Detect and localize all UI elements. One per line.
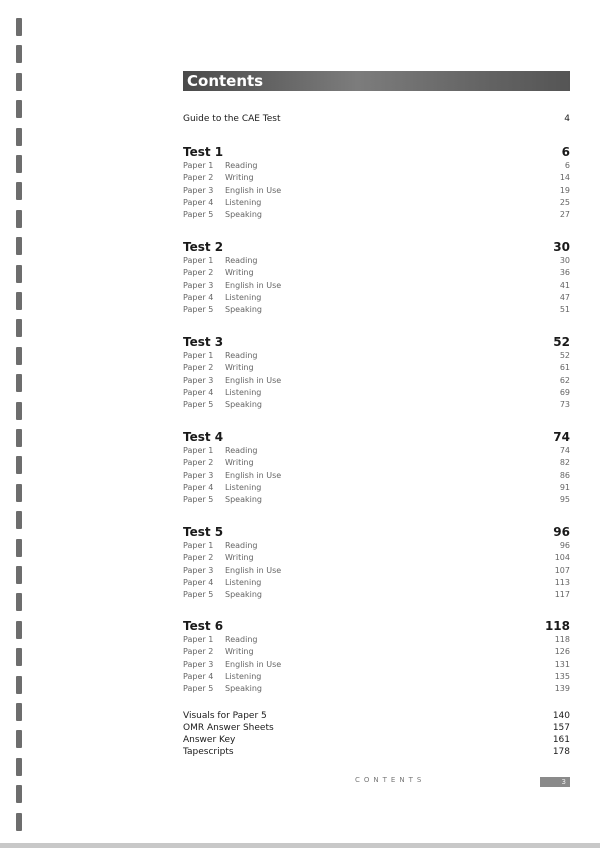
paper-row xyxy=(183,458,570,470)
paper-number: Paper 1 xyxy=(183,256,214,265)
guide-entry xyxy=(183,114,570,126)
binding-ring xyxy=(16,319,22,337)
binding-ring xyxy=(16,45,22,63)
paper-number: Paper 1 xyxy=(183,351,214,360)
extra-label: Answer Key xyxy=(183,735,236,745)
paper-page: 113 xyxy=(554,577,570,587)
binding-ring xyxy=(16,429,22,447)
paper-row xyxy=(183,647,570,659)
paper-number: Paper 2 xyxy=(183,553,214,563)
binding-ring xyxy=(16,621,22,639)
paper-name: Reading xyxy=(225,635,258,644)
paper-row xyxy=(183,388,570,400)
paper-page: 61 xyxy=(559,363,570,373)
paper-page: 107 xyxy=(554,565,570,575)
binding-ring xyxy=(16,785,22,803)
binding-ring xyxy=(16,128,22,146)
extra-label: Tapescripts xyxy=(183,747,234,757)
paper-row xyxy=(183,553,570,565)
paper-name: Listening xyxy=(225,577,262,587)
test-section xyxy=(183,141,570,222)
page-edge xyxy=(0,843,600,848)
paper-row xyxy=(183,281,570,293)
paper-number: Paper 3 xyxy=(183,659,214,669)
paper-row xyxy=(183,305,570,317)
paper-name: Speaking xyxy=(225,210,262,220)
paper-number: Paper 5 xyxy=(183,400,214,410)
paper-page: 47 xyxy=(559,292,570,302)
paper-name: English in Use xyxy=(225,659,282,669)
test-heading xyxy=(183,141,570,161)
contents-header xyxy=(183,71,570,91)
paper-row xyxy=(183,578,570,590)
paper-page: 118 xyxy=(554,635,570,644)
test-section xyxy=(183,236,570,317)
paper-row xyxy=(183,635,570,647)
test-page: 118 xyxy=(544,619,570,633)
paper-number: Paper 1 xyxy=(183,161,214,170)
paper-row xyxy=(183,660,570,672)
paper-name: Speaking xyxy=(225,400,262,410)
paper-row xyxy=(183,566,570,578)
paper-name: Speaking xyxy=(225,590,262,600)
paper-number: Paper 3 xyxy=(183,470,214,480)
binding-ring xyxy=(16,758,22,776)
paper-row xyxy=(183,363,570,375)
paper-number: Paper 4 xyxy=(183,482,214,492)
paper-number: Paper 3 xyxy=(183,375,214,385)
paper-name: Writing xyxy=(225,647,254,657)
paper-number: Paper 4 xyxy=(183,292,214,302)
paper-row xyxy=(183,400,570,412)
test-page: 52 xyxy=(553,335,570,349)
paper-name: Listening xyxy=(225,197,262,207)
binding-ring xyxy=(16,676,22,694)
paper-name: English in Use xyxy=(225,280,282,290)
test-title: Test 4 xyxy=(183,430,224,444)
paper-name: Reading xyxy=(225,446,258,455)
binding-ring xyxy=(16,374,22,392)
paper-row xyxy=(183,173,570,185)
paper-row xyxy=(183,256,570,268)
paper-page: 14 xyxy=(559,173,570,183)
paper-name: English in Use xyxy=(225,565,282,575)
paper-row xyxy=(183,471,570,483)
paper-number: Paper 1 xyxy=(183,635,214,644)
paper-page: 95 xyxy=(559,495,570,505)
paper-page: 126 xyxy=(554,647,570,657)
test-heading xyxy=(183,236,570,256)
footer-page-box xyxy=(540,777,570,787)
test-heading xyxy=(183,615,570,635)
paper-page: 62 xyxy=(559,375,570,385)
test-title: Test 6 xyxy=(183,619,224,633)
binding-ring xyxy=(16,18,22,36)
paper-row xyxy=(183,161,570,173)
test-section xyxy=(183,521,570,602)
binding-ring xyxy=(16,566,22,584)
paper-page: 52 xyxy=(559,351,570,360)
paper-name: Speaking xyxy=(225,305,262,315)
paper-page: 74 xyxy=(559,446,570,455)
binding-ring xyxy=(16,73,22,91)
paper-number: Paper 2 xyxy=(183,268,214,278)
paper-number: Paper 5 xyxy=(183,495,214,505)
paper-page: 104 xyxy=(554,553,570,563)
paper-number: Paper 5 xyxy=(183,210,214,220)
paper-row xyxy=(183,684,570,696)
paper-page: 6 xyxy=(564,161,570,170)
paper-name: Writing xyxy=(225,173,254,183)
binding-ring xyxy=(16,813,22,831)
paper-number: Paper 2 xyxy=(183,647,214,657)
paper-number: Paper 3 xyxy=(183,280,214,290)
binding-ring xyxy=(16,730,22,748)
paper-number: Paper 5 xyxy=(183,305,214,315)
paper-name: Writing xyxy=(225,553,254,563)
test-page: 74 xyxy=(553,430,570,444)
test-page: 30 xyxy=(553,240,570,254)
paper-number: Paper 3 xyxy=(183,185,214,195)
paper-name: Listening xyxy=(225,387,262,397)
extra-label: Visuals for Paper 5 xyxy=(183,711,267,721)
test-heading xyxy=(183,331,570,351)
test-heading xyxy=(183,521,570,541)
paper-row xyxy=(183,446,570,458)
paper-page: 19 xyxy=(559,185,570,195)
extra-page: 157 xyxy=(552,723,570,733)
paper-row xyxy=(183,210,570,222)
paper-number: Paper 2 xyxy=(183,458,214,468)
paper-page: 51 xyxy=(559,305,570,315)
paper-row xyxy=(183,268,570,280)
paper-page: 82 xyxy=(559,458,570,468)
paper-row xyxy=(183,186,570,198)
paper-page: 27 xyxy=(559,210,570,220)
extra-page: 161 xyxy=(552,735,570,745)
binding-ring xyxy=(16,237,22,255)
test-section xyxy=(183,426,570,507)
test-heading xyxy=(183,426,570,446)
paper-name: English in Use xyxy=(225,470,282,480)
test-page: 6 xyxy=(561,145,570,159)
paper-row xyxy=(183,483,570,495)
paper-page: 96 xyxy=(559,541,570,550)
paper-name: Reading xyxy=(225,351,258,360)
extra-row xyxy=(183,735,570,747)
binding-ring xyxy=(16,511,22,529)
paper-name: Writing xyxy=(225,363,254,373)
binding-ring xyxy=(16,456,22,474)
binding-ring xyxy=(16,648,22,666)
paper-number: Paper 4 xyxy=(183,671,214,681)
paper-number: Paper 2 xyxy=(183,173,214,183)
paper-page: 139 xyxy=(554,684,570,694)
binding-ring xyxy=(16,539,22,557)
binding-ring xyxy=(16,402,22,420)
paper-name: Reading xyxy=(225,256,258,265)
paper-number: Paper 5 xyxy=(183,684,214,694)
paper-row xyxy=(183,198,570,210)
paper-name: English in Use xyxy=(225,185,282,195)
paper-name: Speaking xyxy=(225,684,262,694)
footer-label: CONTENTS xyxy=(355,776,426,784)
paper-page: 117 xyxy=(554,590,570,600)
paper-name: English in Use xyxy=(225,375,282,385)
paper-number: Paper 5 xyxy=(183,590,214,600)
binding-ring xyxy=(16,593,22,611)
binding-ring xyxy=(16,182,22,200)
test-title: Test 2 xyxy=(183,240,224,254)
page-title: Contents xyxy=(187,72,264,90)
paper-row xyxy=(183,590,570,602)
extra-row xyxy=(183,747,570,759)
extras-list xyxy=(183,711,570,759)
paper-row xyxy=(183,541,570,553)
paper-name: Reading xyxy=(225,541,258,550)
paper-row xyxy=(183,293,570,305)
spiral-binding xyxy=(16,0,28,848)
binding-ring xyxy=(16,155,22,173)
extra-page: 178 xyxy=(552,747,570,757)
test-section xyxy=(183,615,570,696)
paper-name: Listening xyxy=(225,671,262,681)
paper-number: Paper 4 xyxy=(183,577,214,587)
paper-number: Paper 2 xyxy=(183,363,214,373)
test-title: Test 5 xyxy=(183,525,224,539)
binding-ring xyxy=(16,265,22,283)
paper-page: 25 xyxy=(559,197,570,207)
binding-ring xyxy=(16,484,22,502)
test-title: Test 3 xyxy=(183,335,224,349)
paper-page: 69 xyxy=(559,387,570,397)
extra-label: OMR Answer Sheets xyxy=(183,723,274,733)
paper-page: 135 xyxy=(554,671,570,681)
paper-name: Listening xyxy=(225,482,262,492)
extra-row xyxy=(183,723,570,735)
paper-row xyxy=(183,351,570,363)
paper-page: 91 xyxy=(559,482,570,492)
paper-page: 86 xyxy=(559,470,570,480)
paper-number: Paper 3 xyxy=(183,565,214,575)
paper-name: Reading xyxy=(225,161,258,170)
guide-label: Guide to the CAE Test xyxy=(183,114,281,124)
binding-ring xyxy=(16,703,22,721)
paper-page: 36 xyxy=(559,268,570,278)
paper-number: Paper 1 xyxy=(183,446,214,455)
test-title: Test 1 xyxy=(183,145,224,159)
binding-ring xyxy=(16,100,22,118)
footer-page-number: 3 xyxy=(561,778,566,786)
paper-name: Writing xyxy=(225,458,254,468)
paper-number: Paper 1 xyxy=(183,541,214,550)
paper-name: Speaking xyxy=(225,495,262,505)
paper-page: 131 xyxy=(554,659,570,669)
test-section xyxy=(183,331,570,412)
paper-row xyxy=(183,495,570,507)
extra-page: 140 xyxy=(552,711,570,721)
guide-page: 4 xyxy=(564,114,570,124)
paper-row xyxy=(183,376,570,388)
test-page: 96 xyxy=(553,525,570,539)
extra-row xyxy=(183,711,570,723)
paper-row xyxy=(183,672,570,684)
paper-page: 73 xyxy=(559,400,570,410)
binding-ring xyxy=(16,347,22,365)
binding-ring xyxy=(16,292,22,310)
binding-ring xyxy=(16,210,22,228)
paper-page: 30 xyxy=(559,256,570,265)
paper-number: Paper 4 xyxy=(183,197,214,207)
paper-page: 41 xyxy=(559,280,570,290)
paper-name: Writing xyxy=(225,268,254,278)
paper-number: Paper 4 xyxy=(183,387,214,397)
paper-name: Listening xyxy=(225,292,262,302)
